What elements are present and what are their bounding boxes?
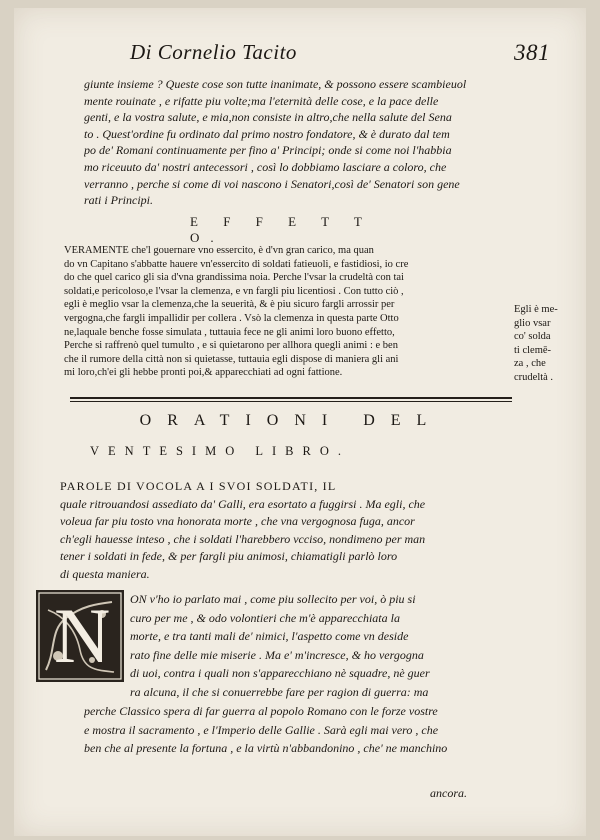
paragraph-closing-speech <box>84 76 520 209</box>
paragraph-intro <box>60 478 520 584</box>
text-line: morte, e tra tanti mali de' nimici, l'aspetto come vn deside <box>130 629 409 644</box>
margin-note-line: za , che <box>514 358 546 370</box>
text-line: vergogna,che fargli impallidir per collera . Vsò la clemenza in questa parte Otto <box>64 312 399 324</box>
margin-note-line: co' solda <box>514 331 551 343</box>
margin-note <box>514 303 576 385</box>
margin-note-line: Egli è me- <box>514 304 558 315</box>
effetto-heading: E F F E T T O. <box>190 214 373 245</box>
text-line: do vn Capitano s'abbatte hauere vn'essercito di soldati fatieuoli, e fastidiosi, io cre <box>64 258 409 270</box>
margin-note-line: ti clemē- <box>514 344 552 356</box>
text-line: mi loro,ch'ei gli hebbe pronti poi,& apparecchiati ad ogni fattione. <box>64 367 343 379</box>
text-line: ben che al presente la fortuna , e la virtù n'abbandonino , che' ne manchino <box>84 741 448 756</box>
text-line: verranno , perche si come di voi nascono i Senatori,così de' Senatori son gene <box>84 176 460 191</box>
text-line: rati i Principi. <box>84 193 153 208</box>
text-line: ch'egli hauesse inteso , che i soldati l'harebbero vcciso, nondimeno per man <box>60 531 426 546</box>
last-line: ancora. <box>430 786 467 800</box>
text-line: che il rumore della città non si quietasse, tuttauia egli dispose di maniera gli ani <box>64 353 399 365</box>
text-line: tener i soldati in fede, & per fargli piu animosi, chiamatigli parlò loro <box>60 549 398 564</box>
margin-note-line: glio vsar <box>514 317 551 329</box>
text-line: to . Quest'ordine fu ordinato dal primo nostro fondatore, & è durato dal tem <box>84 126 450 141</box>
text-line: rato fine delle mie miserie . Ma e' m'incresce, & ho vergogna <box>130 647 424 662</box>
text-line: do che quel carico gli sia d'vna grandissima noia. Perche l'vsar la crudeltà con tai <box>64 272 404 284</box>
text-line: quale ritrouandosi assediato da' Galli, era esortato a fuggirsi . Ma egli, che <box>60 496 426 511</box>
text-line: VERAMENTE che'l gouernare vno essercito, è d'vn gran carico, ma quan <box>64 245 374 256</box>
page-number: 381 <box>514 40 550 65</box>
text-line: mente rouinate , e rifatte piu volte;ma l'eternità delle cose, e la pace delle <box>84 93 439 108</box>
running-header <box>130 40 550 65</box>
paragraph-effetto <box>64 244 512 380</box>
text-line: soldati,e pericoloso,e l'vsar la clemenza, e vn fargli piu licentiosi . Con tutto ciò , <box>64 285 404 297</box>
initial-letter: N <box>54 592 111 679</box>
text-line: PAROLE DI VOCOLA A I SVOI SOLDATI, IL <box>60 479 337 493</box>
text-line: mo riceuuto da' nostri antecessori , così lo dobbiamo lasciare a coloro, che <box>84 159 447 174</box>
text-line: giunte insieme ? Queste cose son tutte inanimate, & possono essere scambieuol <box>84 77 467 91</box>
text-line: egli è meglio vsar la clemenza,che la seuerità, & è piu sicuro fargli arrossir per <box>64 299 395 311</box>
text-line: di questa maniera. <box>60 566 150 581</box>
text-line: curo per me , & odo volontieri che m'è apparecchiata la <box>130 610 400 625</box>
text-line: ra alcuna, il che si conuerrebbe fare per ragion di guerra: ma <box>130 684 429 699</box>
text-line: di uoi, contra i quali non s'apparecchiano nè squadre, nè guer <box>130 666 430 681</box>
text-line: ON v'ho io parlato mai , come piu sollecito per voi, ò piu si <box>130 592 416 606</box>
text-line: genti, e la vostra salute, e mia,non consiste in altro,che nella salute del Sena <box>84 110 452 125</box>
text-line: e mostra il sacramento , e l'Imperio delle Gallie . Sarà egli mai vero , che <box>84 722 439 737</box>
header-title: Di Cornelio Tacito <box>130 40 297 64</box>
section-title: ORATIONI DEL <box>139 412 443 429</box>
paragraph-oration <box>130 590 526 702</box>
text-line: voleua far piu tosto vna honorata morte , che vna vergognosa fuga, ancor <box>60 514 415 529</box>
margin-note-line: crudeltà . <box>514 371 554 383</box>
section-divider-thin <box>70 401 512 402</box>
paragraph-oration-continued <box>84 702 522 758</box>
text-line: Perche si raffrenò quel tumulto , e si quietarono per allhora quegli animi : e ben <box>64 340 398 352</box>
text-line: po de' Romani continuamente per fino a' Principi; onde si come noi l'habbia <box>84 143 452 158</box>
section-subtitle: VENTESIMO LIBRO. <box>90 444 350 458</box>
text-line: perche Classico spera di far guerra al popolo Romano con le forze vostre <box>84 704 438 718</box>
section-divider <box>70 397 512 399</box>
text-line: ne,laquale benche fosse simulata , tuttauia fece ne gli animi loro buono effetto, <box>64 326 395 338</box>
decorated-initial <box>36 590 124 682</box>
